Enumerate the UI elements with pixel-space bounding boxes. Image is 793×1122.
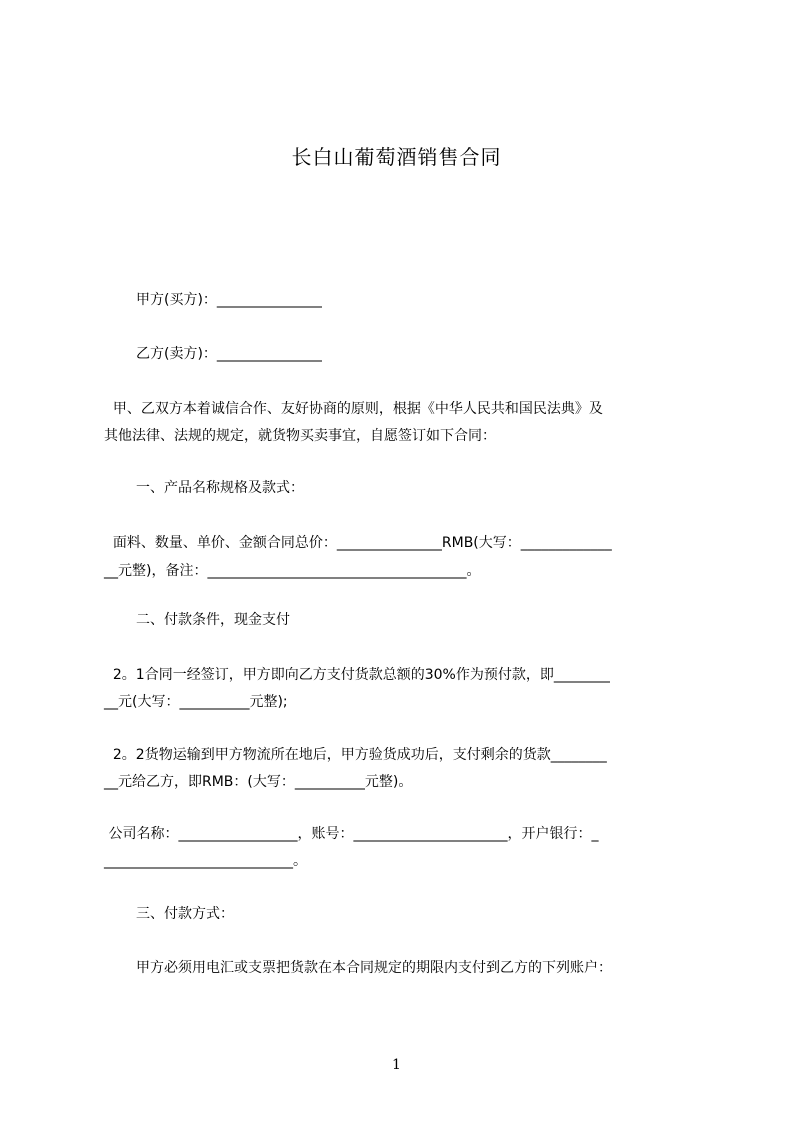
preamble-line-1: 甲、乙双方本着诚信合作、友好协商的原则，根据《中华人民共和国民法典》及 bbox=[104, 401, 603, 417]
bank-info-line-1: 公司名称：_________________，账号：______________________，开户银行：_ bbox=[104, 826, 599, 842]
party-b-line: 乙方(卖方)：_______________ bbox=[136, 346, 322, 362]
document-title: 长白山葡萄酒销售合同 bbox=[291, 145, 502, 169]
bank-info-line-2: ___________________________。 bbox=[104, 853, 307, 869]
page-number: 1 bbox=[392, 1057, 401, 1073]
section-3-line-1: 甲方必须用电汇或支票把货款在本合同规定的期限内支付到乙方的下列账户： bbox=[136, 960, 612, 976]
clause-2-2-line-2: __元给乙方，即RMB：(大写：__________元整)。 bbox=[104, 774, 413, 790]
preamble-line-2: 其他法律、法规的规定，就货物买卖事宜，自愿签订如下合同： bbox=[104, 428, 496, 444]
section-3-heading: 三、付款方式： bbox=[136, 906, 234, 922]
clause-2-2-line-1: 2。2货物运输到甲方物流所在地后，甲方验货成功后，支付剩余的货款________ bbox=[104, 747, 607, 763]
section-1-line-1: 面料、数量、单价、金额合同总价：_______________RMB(大写：_____________ bbox=[104, 535, 612, 551]
section-1-heading: 一、产品名称规格及款式： bbox=[136, 480, 304, 496]
clause-2-1-line-2: __元(大写：__________元整); bbox=[104, 694, 288, 710]
section-2-heading: 二、付款条件，现金支付 bbox=[136, 612, 290, 628]
party-a-line: 甲方(买方)：_______________ bbox=[136, 292, 322, 308]
clause-2-1-line-1: 2。1合同一经签订，甲方即向乙方支付货款总额的30%作为预付款，即________ bbox=[104, 667, 610, 683]
section-1-line-2: __元整)，备注：_____________________________________。 bbox=[104, 563, 481, 579]
